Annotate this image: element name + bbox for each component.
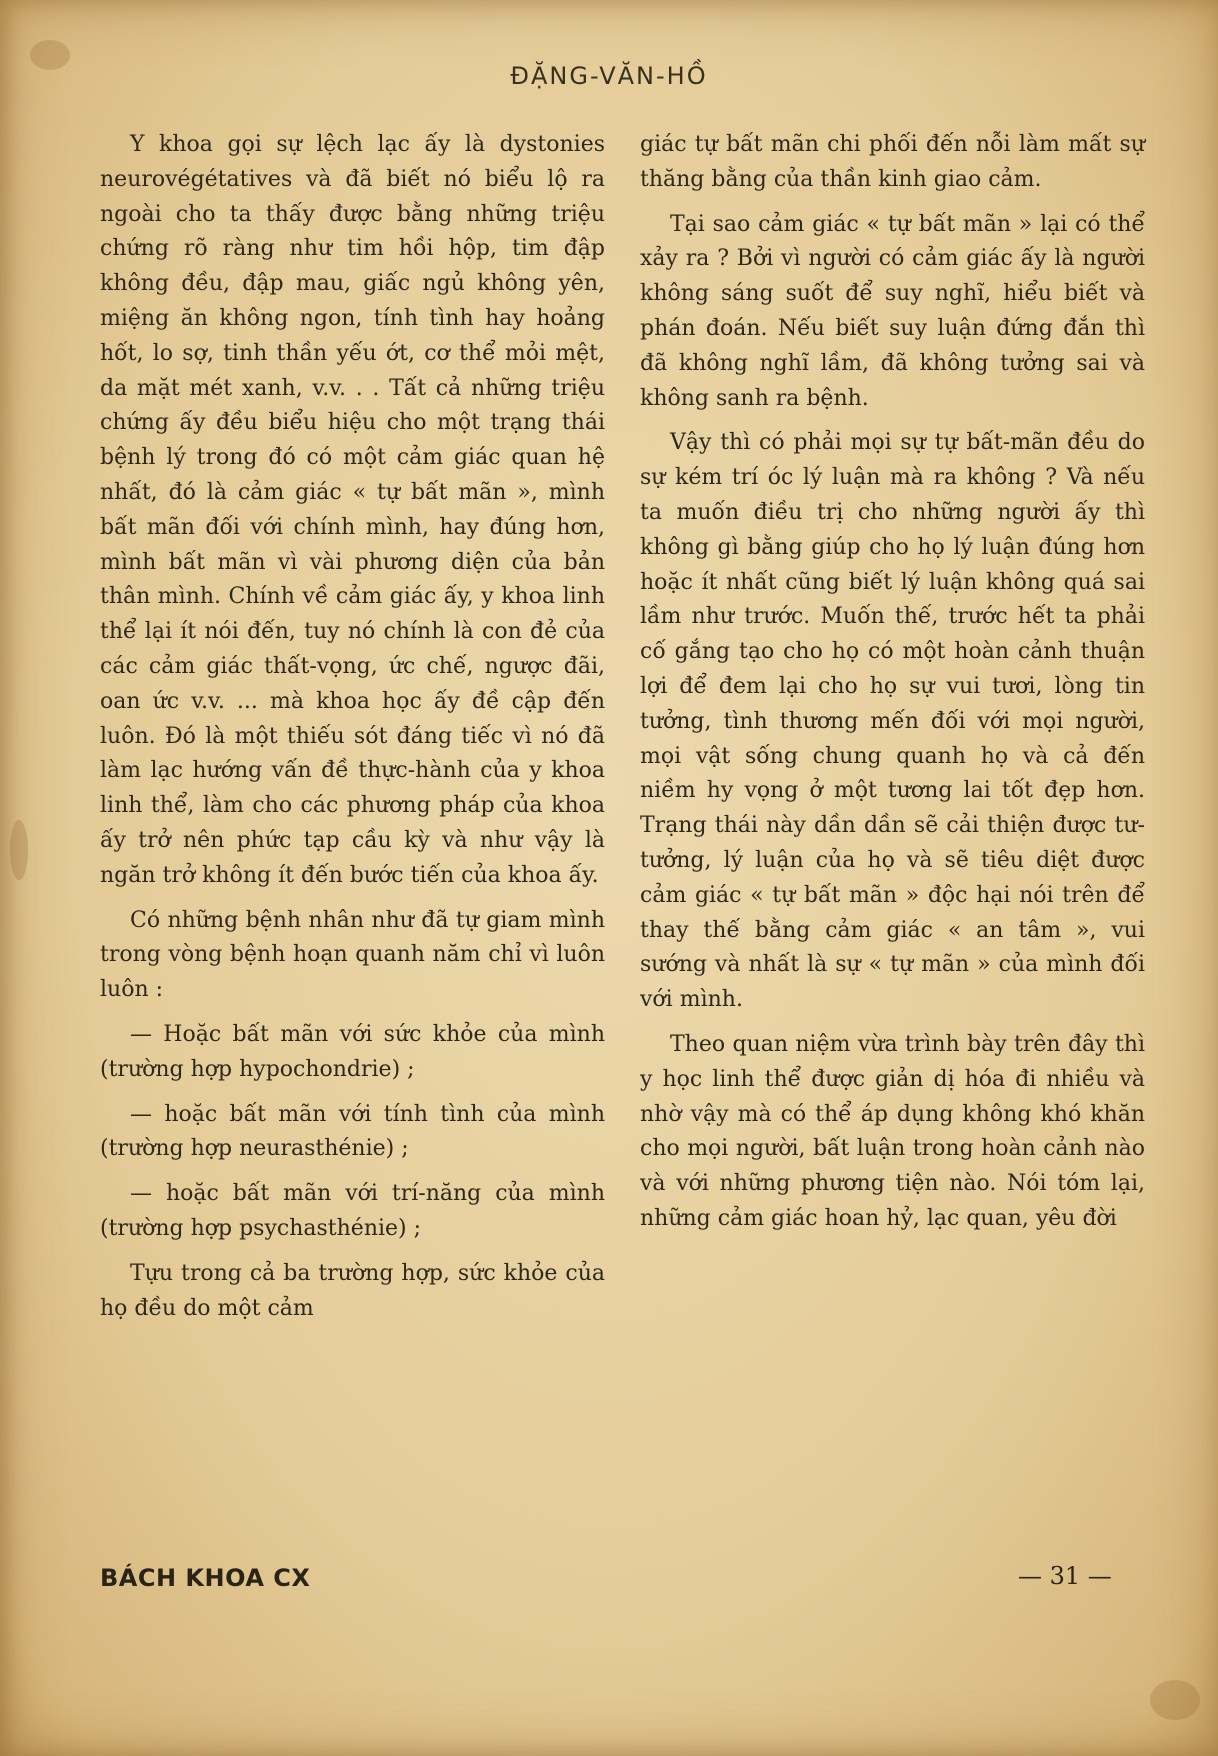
paragraph: Vậy thì có phải mọi sự tự bất-mãn đều do sự kém trí óc lý luận mà ra không ? Và nếu ta muốn điều trị cho những người ấy thì không gì bằng giúp cho họ lý luận đúng hơn hoặc ít nhất cũng biết lý luận không quá sai lầm như trước. Muốn thế, trước hết ta phải cố gắng tạo cho họ có một hoàn cảnh thuận lợi để đem lại cho họ sự vui tươi, lòng tin tưởng, tình thương mến đối với mọi người, mọi vật sống chung quanh họ và cả đến niềm hy vọng ở một tương lai tốt đẹp hơn. Trạng thái này dần dần sẽ cải thiện được tư-tưởng, lý luận của họ và sẽ tiêu diệt được cảm giác « tự bất mãn » độc hại nói trên để thay thế bằng cảm giác « an tâm », vui sướng và nhất là sự « tự mãn » của mình đối với mình. — [640, 430, 1145, 1013]
list-item: — hoặc bất mãn với trí-năng của mình (trường hợp psychasthénie) ; — [100, 1181, 605, 1241]
paragraph: Y khoa gọi sự lệch lạc ấy là dystonies neurovégétatives và đã biết nó biểu lộ ra ngoài cho ta thấy được bằng những triệu chứng rõ ràng như tim hồi hộp, tim đập không đều, đập mau, giấc ngủ không yên, miệng ăn không ngon, tính tình hay hoảng hốt, lo sợ, tinh thần yếu ớt, cơ thể mỏi mệt, da mặt mét xanh, v.v. . . Tất cả những triệu chứng ấy đều biểu hiệu cho một trạng thái bệnh lý trong đó có một cảm giác quan hệ nhất, đó là cảm giác « tự bất mãn », mình bất mãn đối với chính mình, hay đúng hơn, mình bất mãn vì vài phương diện của bản thân mình. Chính về cảm giác ấy, y khoa linh thể lại ít nói đến, tuy nó chính là con đẻ của các cảm giác thất-vọng, ức chế, ngược đãi, oan ức v.v. ... mà khoa học ấy đề cập đến luôn. Đó là một thiếu sót đáng tiếc vì nó đã làm lạc hướng vấn đề thực-hành của y khoa linh thể, làm cho các phương pháp của khoa ấy trở nên phức tạp cầu kỳ và như vậy là ngăn trở không ít đến bước tiến của khoa ấy. — [100, 132, 605, 888]
paragraph: Theo quan niệm vừa trình bày trên đây thì y học linh thể được giản dị hóa đi nhiều và nhờ vậy mà có thể áp dụng không khó khăn cho mọi người, bất luận trong hoàn cảnh nào và với những phương tiện nào. Nói tóm lại, những cảm giác hoan hỷ, lạc quan, yêu đời — [640, 1031, 1145, 1231]
paper-stain — [10, 820, 28, 880]
paragraph: Tựu trong cả ba trường hợp, sức khỏe của họ đều do một cảm — [100, 1260, 605, 1321]
left-column — [100, 128, 605, 1336]
paragraph: Có những bệnh nhân như đã tự giam mình trong vòng bệnh hoạn quanh năm chỉ vì luôn luôn : — [100, 907, 605, 1003]
paragraph: giác tự bất mãn chi phối đến nỗi làm mất sự thăng bằng của thần kinh giao cảm. — [640, 132, 1145, 192]
running-header: ĐẶNG-VĂN-HỒ — [510, 62, 708, 90]
paragraph: Tại sao cảm giác « tự bất mãn » lại có thể xảy ra ? Bởi vì người có cảm giác ấy là người không sáng suốt để suy nghĩ, hiểu biết và phán đoán. Nếu biết suy luận đứng đắn thì đã không nghĩ lầm, đã không tưởng sai và không sanh ra bệnh. — [640, 211, 1145, 411]
list-item: — hoặc bất mãn với tính tình của mình (trường hợp neurasthénie) ; — [100, 1101, 605, 1162]
page-number: — 31 — — [1018, 1562, 1112, 1590]
paper-stain — [1150, 1680, 1200, 1720]
list-item: — Hoặc bất mãn với sức khỏe của mình (trường hợp hypochondrie) ; — [100, 1021, 605, 1082]
right-column — [640, 128, 1145, 1247]
publication-name: BÁCH KHOA CX — [100, 1564, 311, 1592]
